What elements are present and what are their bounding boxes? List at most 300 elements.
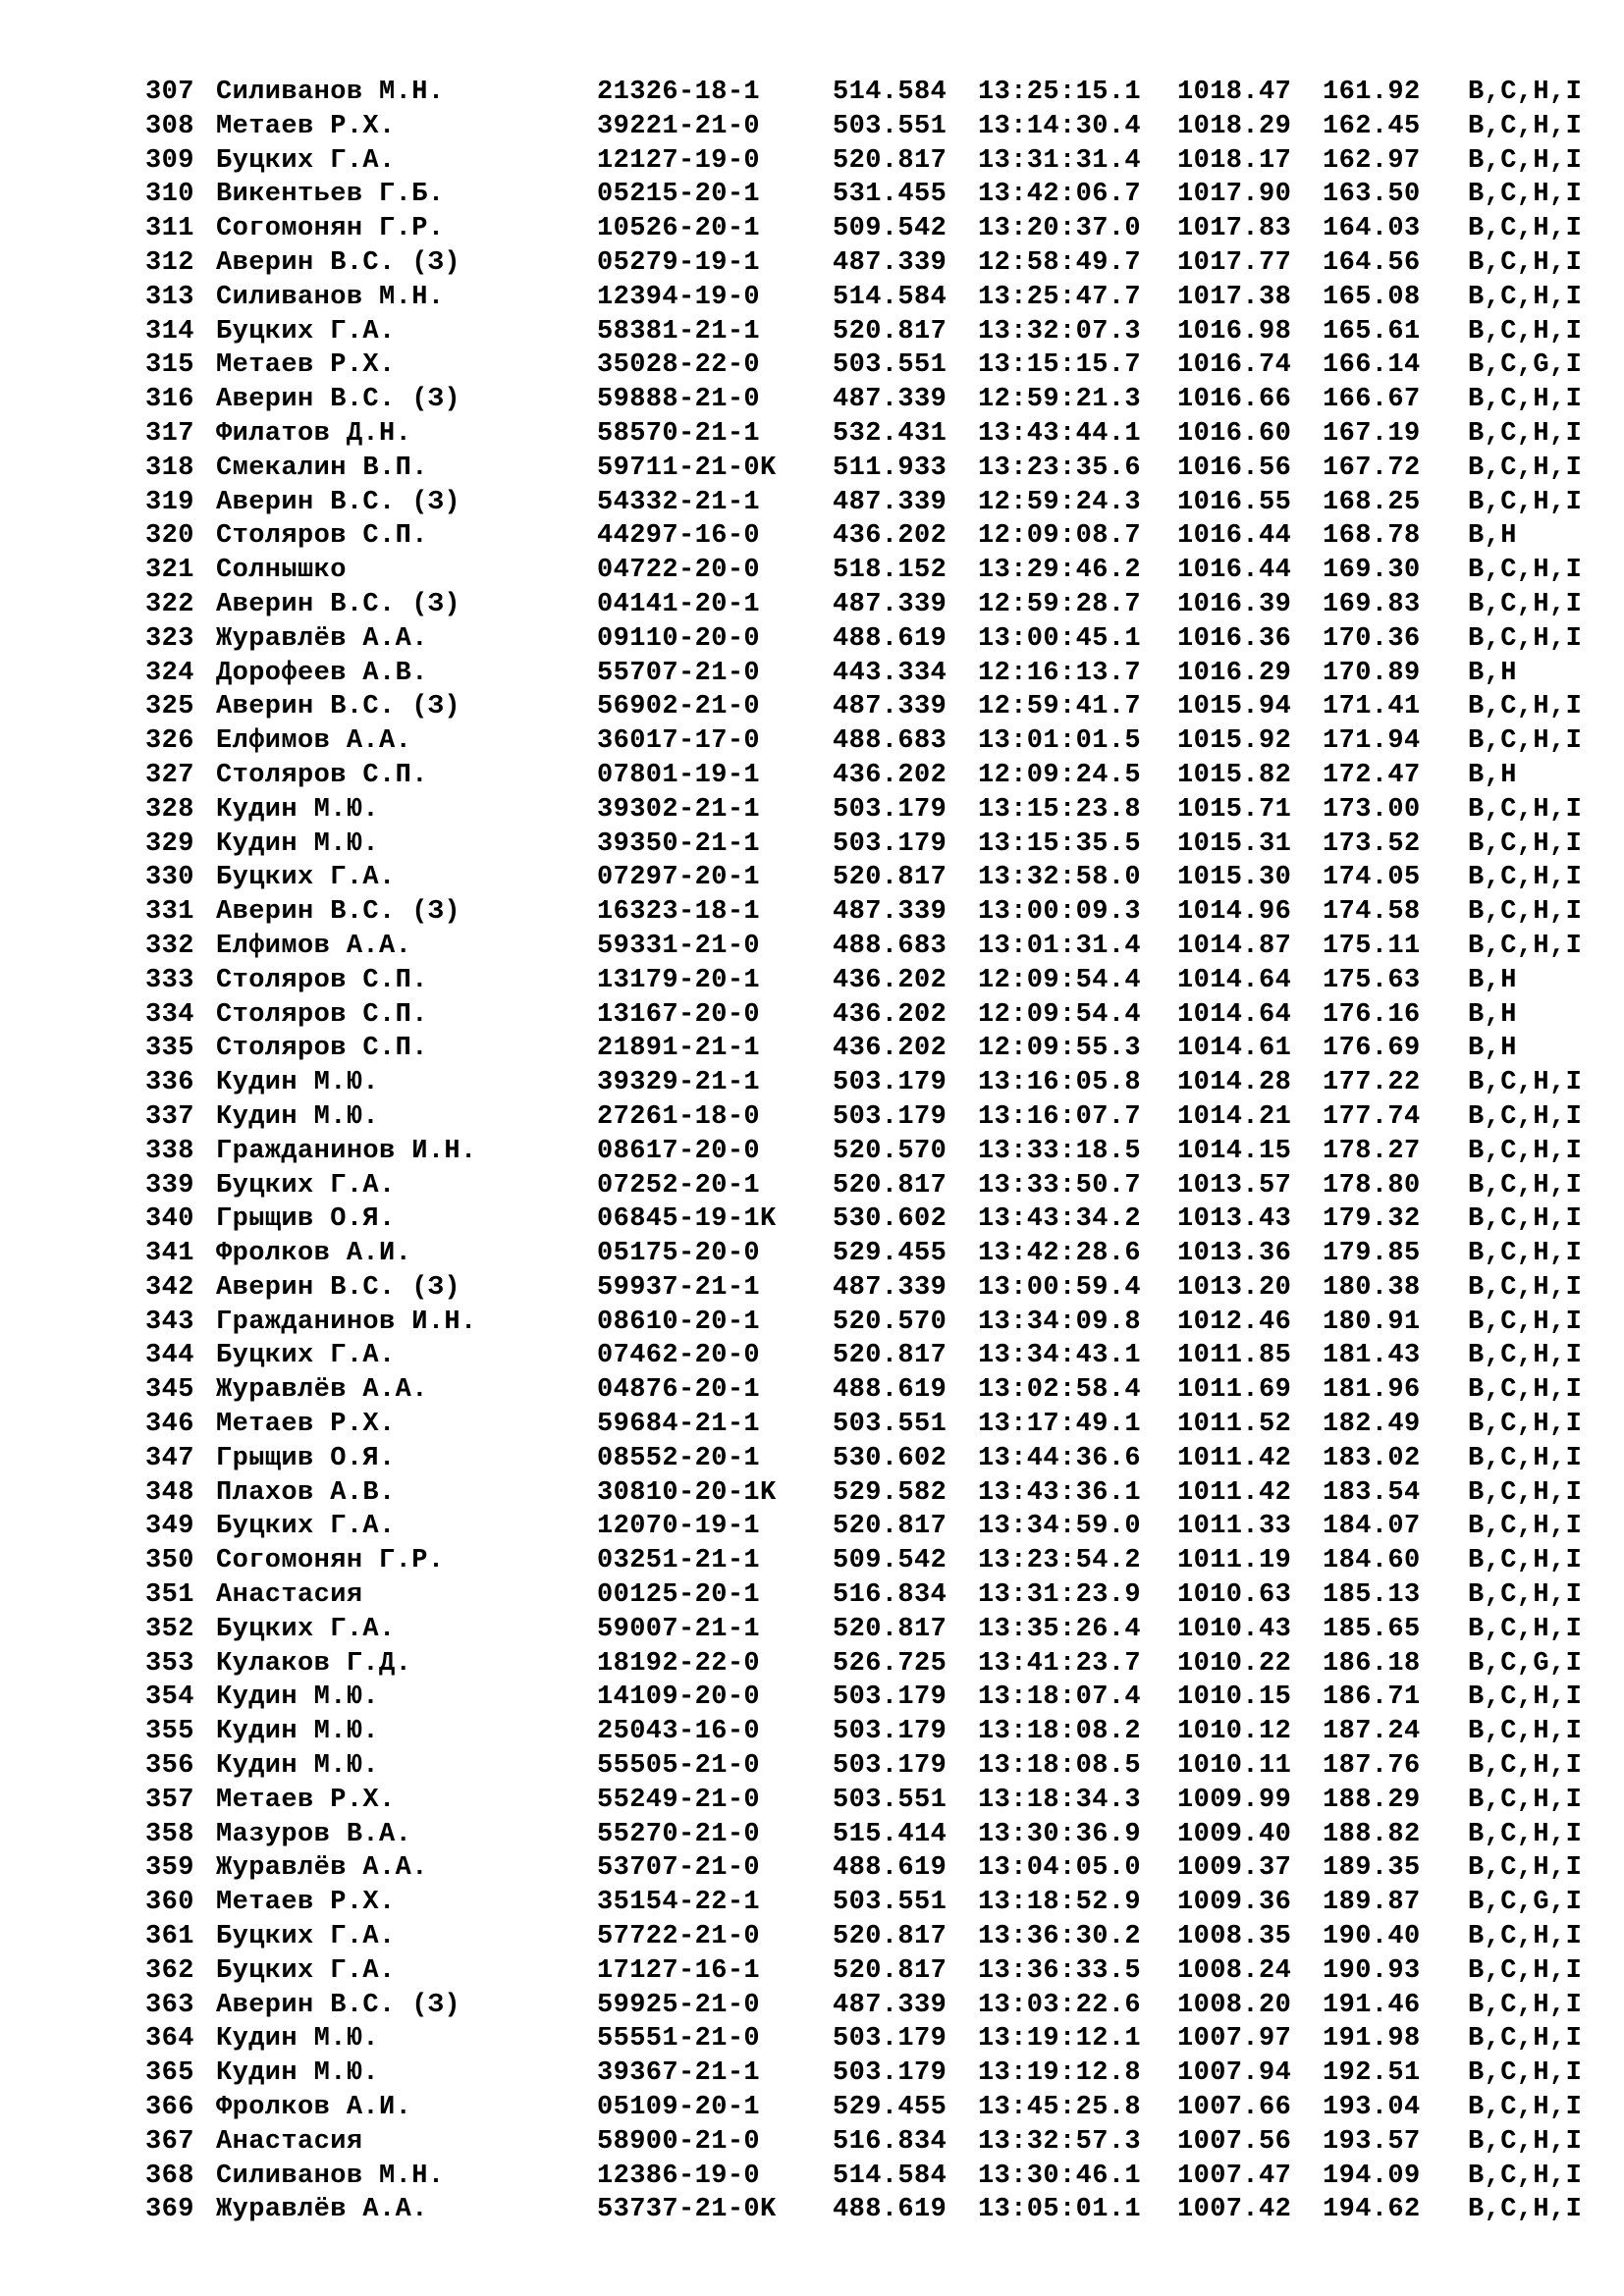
speed: 1007.97 — [1177, 2024, 1292, 2055]
place: 315 — [145, 350, 194, 381]
arrival-time: 13:30:36.9 — [978, 1819, 1142, 1849]
speed: 1014.28 — [1177, 1068, 1292, 1098]
place: 352 — [145, 1614, 194, 1644]
coefficient: 173.00 — [1323, 794, 1421, 825]
categories: B,C,H,I — [1468, 589, 1583, 619]
coefficient: 194.62 — [1323, 2195, 1421, 2225]
arrival-time: 13:43:36.1 — [978, 1477, 1142, 1508]
participant-name: Столяров С.П. — [216, 521, 428, 552]
categories: B,C,H,I — [1468, 828, 1583, 859]
distance: 520.817 — [833, 1922, 947, 1952]
categories: B,C,H,I — [1468, 1717, 1583, 1747]
speed: 1017.77 — [1177, 247, 1292, 278]
distance: 520.817 — [833, 1955, 947, 1986]
participant-name: Дорофеев А.В. — [216, 658, 428, 688]
speed: 1007.94 — [1177, 2058, 1292, 2089]
distance: 520.817 — [833, 1512, 947, 1542]
distance: 520.817 — [833, 1170, 947, 1201]
speed: 1011.42 — [1177, 1443, 1292, 1473]
coefficient: 193.57 — [1323, 2126, 1421, 2157]
participant-name: Столяров С.П. — [216, 999, 428, 1030]
place: 325 — [145, 692, 194, 722]
categories: B,H — [1468, 521, 1517, 552]
coefficient: 189.35 — [1323, 1853, 1421, 1884]
distance: 488.683 — [833, 726, 947, 757]
coefficient: 176.16 — [1323, 999, 1421, 1030]
distance: 436.202 — [833, 521, 947, 552]
distance: 488.683 — [833, 931, 947, 961]
categories: B,C,H,I — [1468, 1955, 1583, 1986]
categories: B,C,H,I — [1468, 1682, 1583, 1713]
coefficient: 169.30 — [1323, 556, 1421, 586]
participant-name: Буцких Г.А. — [216, 1170, 396, 1201]
distance: 503.551 — [833, 1785, 947, 1815]
speed: 1017.83 — [1177, 214, 1292, 244]
distance: 526.725 — [833, 1648, 947, 1679]
place: 337 — [145, 1101, 194, 1132]
distance: 514.584 — [833, 2161, 947, 2191]
ring-number: 12394-19-0 — [597, 282, 761, 312]
place: 364 — [145, 2024, 194, 2055]
coefficient: 177.74 — [1323, 1101, 1421, 1132]
coefficient: 190.93 — [1323, 1955, 1421, 1986]
speed: 1016.66 — [1177, 385, 1292, 415]
speed: 1016.74 — [1177, 350, 1292, 381]
speed: 1013.36 — [1177, 1239, 1292, 1269]
speed: 1016.44 — [1177, 556, 1292, 586]
ring-number: 12386-19-0 — [597, 2161, 761, 2191]
place: 339 — [145, 1170, 194, 1201]
speed: 1012.46 — [1177, 1307, 1292, 1337]
distance: 487.339 — [833, 385, 947, 415]
participant-name: Фролков А.И. — [216, 1239, 412, 1269]
distance: 516.834 — [833, 2126, 947, 2157]
place: 369 — [145, 2195, 194, 2225]
speed: 1016.56 — [1177, 453, 1292, 483]
ring-number: 17127-16-1 — [597, 1955, 761, 1986]
ring-number: 04876-20-1 — [597, 1375, 761, 1406]
arrival-time: 13:42:28.6 — [978, 1239, 1142, 1269]
coefficient: 184.60 — [1323, 1546, 1421, 1576]
ring-number: 07801-19-1 — [597, 760, 761, 790]
ring-number: 59711-21-0K — [597, 453, 777, 483]
distance: 436.202 — [833, 999, 947, 1030]
categories: B,C,H,I — [1468, 78, 1583, 107]
participant-name: Журавлёв А.А. — [216, 1853, 428, 1884]
speed: 1016.44 — [1177, 521, 1292, 552]
coefficient: 174.58 — [1323, 897, 1421, 928]
distance: 511.933 — [833, 453, 947, 483]
place: 309 — [145, 145, 194, 176]
distance: 503.179 — [833, 1751, 947, 1782]
speed: 1013.20 — [1177, 1272, 1292, 1303]
ring-number: 55707-21-0 — [597, 658, 761, 688]
distance: 529.455 — [833, 2093, 947, 2123]
ring-number: 59684-21-1 — [597, 1410, 761, 1440]
ring-number: 13179-20-1 — [597, 965, 761, 995]
speed: 1009.36 — [1177, 1888, 1292, 1918]
place: 338 — [145, 1136, 194, 1166]
ring-number: 58900-21-0 — [597, 2126, 761, 2157]
ring-number: 18192-22-0 — [597, 1648, 761, 1679]
participant-name: Кудин М.Ю. — [216, 2058, 380, 2089]
coefficient: 172.47 — [1323, 760, 1421, 790]
arrival-time: 13:32:07.3 — [978, 316, 1142, 347]
categories: B,C,H,I — [1468, 2093, 1583, 2123]
arrival-time: 13:19:12.1 — [978, 2024, 1142, 2055]
categories: B,C,H,I — [1468, 418, 1583, 449]
arrival-time: 13:15:23.8 — [978, 794, 1142, 825]
place: 344 — [145, 1341, 194, 1371]
arrival-time: 12:58:49.7 — [978, 247, 1142, 278]
arrival-time: 13:31:31.4 — [978, 145, 1142, 176]
place: 346 — [145, 1410, 194, 1440]
categories: B,C,H,I — [1468, 111, 1583, 141]
participant-name: Метаев Р.Х. — [216, 111, 396, 141]
speed: 1008.35 — [1177, 1922, 1292, 1952]
place: 312 — [145, 247, 194, 278]
participant-name: Кудин М.Ю. — [216, 1717, 380, 1747]
ring-number: 57722-21-0 — [597, 1922, 761, 1952]
ring-number: 10526-20-1 — [597, 214, 761, 244]
speed: 1018.47 — [1177, 78, 1292, 107]
participant-name: Фролков А.И. — [216, 2093, 412, 2123]
speed: 1011.19 — [1177, 1546, 1292, 1576]
place: 360 — [145, 1888, 194, 1918]
distance: 503.179 — [833, 1682, 947, 1713]
speed: 1016.29 — [1177, 658, 1292, 688]
ring-number: 59007-21-1 — [597, 1614, 761, 1644]
place: 359 — [145, 1853, 194, 1884]
place: 313 — [145, 282, 194, 312]
participant-name: Аверин В.С. (З) — [216, 385, 461, 415]
speed: 1015.31 — [1177, 828, 1292, 859]
participant-name: Аверин В.С. (З) — [216, 1272, 461, 1303]
ring-number: 08552-20-1 — [597, 1443, 761, 1473]
categories: B,C,H,I — [1468, 145, 1583, 176]
arrival-time: 13:43:34.2 — [978, 1204, 1142, 1235]
participant-name: Буцких Г.А. — [216, 1614, 396, 1644]
participant-name: Согомонян Г.Р. — [216, 1546, 445, 1576]
ring-number: 05109-20-1 — [597, 2093, 761, 2123]
place: 327 — [145, 760, 194, 790]
coefficient: 168.25 — [1323, 487, 1421, 517]
ring-number: 12127-19-0 — [597, 145, 761, 176]
ring-number: 44297-16-0 — [597, 521, 761, 552]
distance: 520.817 — [833, 145, 947, 176]
speed: 1014.64 — [1177, 999, 1292, 1030]
arrival-time: 13:33:50.7 — [978, 1170, 1142, 1201]
coefficient: 176.69 — [1323, 1034, 1421, 1064]
coefficient: 187.24 — [1323, 1717, 1421, 1747]
coefficient: 166.14 — [1323, 350, 1421, 381]
ring-number: 03251-21-1 — [597, 1546, 761, 1576]
coefficient: 179.85 — [1323, 1239, 1421, 1269]
speed: 1014.61 — [1177, 1034, 1292, 1064]
arrival-time: 13:34:59.0 — [978, 1512, 1142, 1542]
speed: 1018.17 — [1177, 145, 1292, 176]
ring-number: 07252-20-1 — [597, 1170, 761, 1201]
ring-number: 53737-21-0K — [597, 2195, 777, 2225]
participant-name: Кудин М.Ю. — [216, 1101, 380, 1132]
arrival-time: 12:16:13.7 — [978, 658, 1142, 688]
speed: 1009.37 — [1177, 1853, 1292, 1884]
categories: B,C,H,I — [1468, 247, 1583, 278]
coefficient: 192.51 — [1323, 2058, 1421, 2089]
coefficient: 177.22 — [1323, 1068, 1421, 1098]
distance: 531.455 — [833, 180, 947, 210]
ring-number: 04141-20-1 — [597, 589, 761, 619]
place: 351 — [145, 1580, 194, 1611]
ring-number: 56902-21-0 — [597, 692, 761, 722]
arrival-time: 13:33:18.5 — [978, 1136, 1142, 1166]
participant-name: Столяров С.П. — [216, 965, 428, 995]
categories: B,C,H,I — [1468, 2195, 1583, 2225]
arrival-time: 13:23:54.2 — [978, 1546, 1142, 1576]
speed: 1007.47 — [1177, 2161, 1292, 2191]
arrival-time: 13:30:46.1 — [978, 2161, 1142, 2191]
distance: 509.542 — [833, 1546, 947, 1576]
participant-name: Кудин М.Ю. — [216, 1751, 380, 1782]
coefficient: 166.67 — [1323, 385, 1421, 415]
distance: 488.619 — [833, 1853, 947, 1884]
categories: B,C,H,I — [1468, 1990, 1583, 2020]
arrival-time: 13:34:43.1 — [978, 1341, 1142, 1371]
arrival-time: 13:44:36.6 — [978, 1443, 1142, 1473]
ring-number: 30810-20-1K — [597, 1477, 777, 1508]
arrival-time: 13:36:33.5 — [978, 1955, 1142, 1986]
arrival-time: 13:18:07.4 — [978, 1682, 1142, 1713]
participant-name: Буцких Г.А. — [216, 1922, 396, 1952]
place: 311 — [145, 214, 194, 244]
categories: B,C,H,I — [1468, 556, 1583, 586]
participant-name: Силиванов М.Н. — [216, 2161, 445, 2191]
distance: 529.455 — [833, 1239, 947, 1269]
categories: B,C,H,I — [1468, 1068, 1583, 1098]
arrival-time: 12:09:24.5 — [978, 760, 1142, 790]
categories: B,C,H,I — [1468, 2126, 1583, 2157]
participant-name: Гражданинов И.Н. — [216, 1307, 477, 1337]
ring-number: 55270-21-0 — [597, 1819, 761, 1849]
place: 329 — [145, 828, 194, 859]
categories: B,C,H,I — [1468, 897, 1583, 928]
arrival-time: 13:18:08.5 — [978, 1751, 1142, 1782]
ring-number: 04722-20-0 — [597, 556, 761, 586]
arrival-time: 13:32:57.3 — [978, 2126, 1142, 2157]
participant-name: Аверин В.С. (З) — [216, 247, 461, 278]
arrival-time: 13:45:25.8 — [978, 2093, 1142, 2123]
place: 316 — [145, 385, 194, 415]
categories: B,C,H,I — [1468, 1239, 1583, 1269]
distance: 520.817 — [833, 1341, 947, 1371]
arrival-time: 13:43:44.1 — [978, 418, 1142, 449]
categories: B,C,H,I — [1468, 1512, 1583, 1542]
coefficient: 165.61 — [1323, 316, 1421, 347]
arrival-time: 13:25:15.1 — [978, 78, 1142, 107]
distance: 487.339 — [833, 897, 947, 928]
coefficient: 171.41 — [1323, 692, 1421, 722]
place: 307 — [145, 78, 194, 107]
coefficient: 162.97 — [1323, 145, 1421, 176]
coefficient: 164.56 — [1323, 247, 1421, 278]
coefficient: 186.71 — [1323, 1682, 1421, 1713]
ring-number: 09110-20-0 — [597, 623, 761, 654]
place: 343 — [145, 1307, 194, 1337]
participant-name: Аверин В.С. (З) — [216, 1990, 461, 2020]
arrival-time: 12:09:54.4 — [978, 999, 1142, 1030]
speed: 1015.71 — [1177, 794, 1292, 825]
speed: 1015.92 — [1177, 726, 1292, 757]
participant-name: Столяров С.П. — [216, 760, 428, 790]
categories: B,C,H,I — [1468, 863, 1583, 893]
coefficient: 167.19 — [1323, 418, 1421, 449]
distance: 443.334 — [833, 658, 947, 688]
arrival-time: 13:25:47.7 — [978, 282, 1142, 312]
distance: 487.339 — [833, 1990, 947, 2020]
coefficient: 181.96 — [1323, 1375, 1421, 1406]
coefficient: 187.76 — [1323, 1751, 1421, 1782]
coefficient: 188.82 — [1323, 1819, 1421, 1849]
coefficient: 191.46 — [1323, 1990, 1421, 2020]
arrival-time: 12:59:41.7 — [978, 692, 1142, 722]
place: 332 — [145, 931, 194, 961]
speed: 1016.55 — [1177, 487, 1292, 517]
speed: 1010.22 — [1177, 1648, 1292, 1679]
distance: 514.584 — [833, 78, 947, 107]
arrival-time: 13:00:59.4 — [978, 1272, 1142, 1303]
place: 324 — [145, 658, 194, 688]
coefficient: 178.27 — [1323, 1136, 1421, 1166]
place: 321 — [145, 556, 194, 586]
place: 322 — [145, 589, 194, 619]
arrival-time: 13:15:35.5 — [978, 828, 1142, 859]
speed: 1016.60 — [1177, 418, 1292, 449]
distance: 532.431 — [833, 418, 947, 449]
ring-number: 06845-19-1K — [597, 1204, 777, 1235]
categories: B,C,H,I — [1468, 2058, 1583, 2089]
participant-name: Журавлёв А.А. — [216, 2195, 428, 2225]
place: 317 — [145, 418, 194, 449]
speed: 1011.69 — [1177, 1375, 1292, 1406]
participant-name: Аверин В.С. (З) — [216, 589, 461, 619]
arrival-time: 13:20:37.0 — [978, 214, 1142, 244]
arrival-time: 12:59:28.7 — [978, 589, 1142, 619]
place: 366 — [145, 2093, 194, 2123]
coefficient: 194.09 — [1323, 2161, 1421, 2191]
categories: B,C,H,I — [1468, 1170, 1583, 1201]
ring-number: 39350-21-1 — [597, 828, 761, 859]
distance: 520.817 — [833, 1614, 947, 1644]
distance: 503.179 — [833, 2058, 947, 2089]
ring-number: 12070-19-1 — [597, 1512, 761, 1542]
participant-name: Силиванов М.Н. — [216, 78, 445, 107]
ring-number: 58570-21-1 — [597, 418, 761, 449]
place: 357 — [145, 1785, 194, 1815]
ring-number: 08617-20-0 — [597, 1136, 761, 1166]
arrival-time: 13:00:09.3 — [978, 897, 1142, 928]
participant-name: Анастасия — [216, 2126, 363, 2157]
arrival-time: 13:16:05.8 — [978, 1068, 1142, 1098]
speed: 1010.11 — [1177, 1751, 1292, 1782]
participant-name: Мазуров В.А. — [216, 1819, 412, 1849]
ring-number: 53707-21-0 — [597, 1853, 761, 1884]
arrival-time: 13:18:34.3 — [978, 1785, 1142, 1815]
arrival-time: 13:42:06.7 — [978, 180, 1142, 210]
distance: 520.570 — [833, 1307, 947, 1337]
place: 331 — [145, 897, 194, 928]
categories: B,C,H,I — [1468, 487, 1583, 517]
distance: 503.179 — [833, 794, 947, 825]
speed: 1013.57 — [1177, 1170, 1292, 1201]
ring-number: 39302-21-1 — [597, 794, 761, 825]
coefficient: 185.13 — [1323, 1580, 1421, 1611]
categories: B,H — [1468, 965, 1517, 995]
place: 356 — [145, 1751, 194, 1782]
categories: B,C,H,I — [1468, 1751, 1583, 1782]
speed: 1011.33 — [1177, 1512, 1292, 1542]
coefficient: 180.91 — [1323, 1307, 1421, 1337]
arrival-time: 13:32:58.0 — [978, 863, 1142, 893]
participant-name: Анастасия — [216, 1580, 363, 1611]
place: 323 — [145, 623, 194, 654]
speed: 1014.64 — [1177, 965, 1292, 995]
distance: 503.179 — [833, 1068, 947, 1098]
participant-name: Плахов А.В. — [216, 1477, 396, 1508]
distance: 488.619 — [833, 2195, 947, 2225]
participant-name: Согомонян Г.Р. — [216, 214, 445, 244]
speed: 1007.42 — [1177, 2195, 1292, 2225]
categories: B,C,H,I — [1468, 1819, 1583, 1849]
speed: 1016.39 — [1177, 589, 1292, 619]
participant-name: Солнышко — [216, 556, 347, 586]
categories: B,C,H,I — [1468, 1580, 1583, 1611]
categories: B,C,H,I — [1468, 2161, 1583, 2191]
speed: 1016.98 — [1177, 316, 1292, 347]
ring-number: 07462-20-0 — [597, 1341, 761, 1371]
participant-name: Аверин В.С. (З) — [216, 487, 461, 517]
arrival-time: 13:03:22.6 — [978, 1990, 1142, 2020]
place: 362 — [145, 1955, 194, 1986]
coefficient: 189.87 — [1323, 1888, 1421, 1918]
coefficient: 183.02 — [1323, 1443, 1421, 1473]
place: 330 — [145, 863, 194, 893]
categories: B,H — [1468, 1034, 1517, 1064]
coefficient: 161.92 — [1323, 78, 1421, 107]
speed: 1010.43 — [1177, 1614, 1292, 1644]
ring-number: 59331-21-0 — [597, 931, 761, 961]
participant-name: Филатов Д.Н. — [216, 418, 412, 449]
coefficient: 186.18 — [1323, 1648, 1421, 1679]
distance: 530.602 — [833, 1204, 947, 1235]
participant-name: Кудин М.Ю. — [216, 828, 380, 859]
arrival-time: 13:18:52.9 — [978, 1888, 1142, 1918]
participant-name: Журавлёв А.А. — [216, 623, 428, 654]
participant-name: Викентьев Г.Б. — [216, 180, 445, 210]
distance: 503.551 — [833, 1410, 947, 1440]
distance: 503.179 — [833, 1717, 947, 1747]
participant-name: Гражданинов И.Н. — [216, 1136, 477, 1166]
coefficient: 178.80 — [1323, 1170, 1421, 1201]
categories: B,C,G,I — [1468, 350, 1583, 381]
ring-number: 39221-21-0 — [597, 111, 761, 141]
participant-name: Буцких Г.А. — [216, 316, 396, 347]
coefficient: 193.04 — [1323, 2093, 1421, 2123]
distance: 520.570 — [833, 1136, 947, 1166]
coefficient: 164.03 — [1323, 214, 1421, 244]
categories: B,C,H,I — [1468, 931, 1583, 961]
categories: B,C,H,I — [1468, 1307, 1583, 1337]
place: 347 — [145, 1443, 194, 1473]
